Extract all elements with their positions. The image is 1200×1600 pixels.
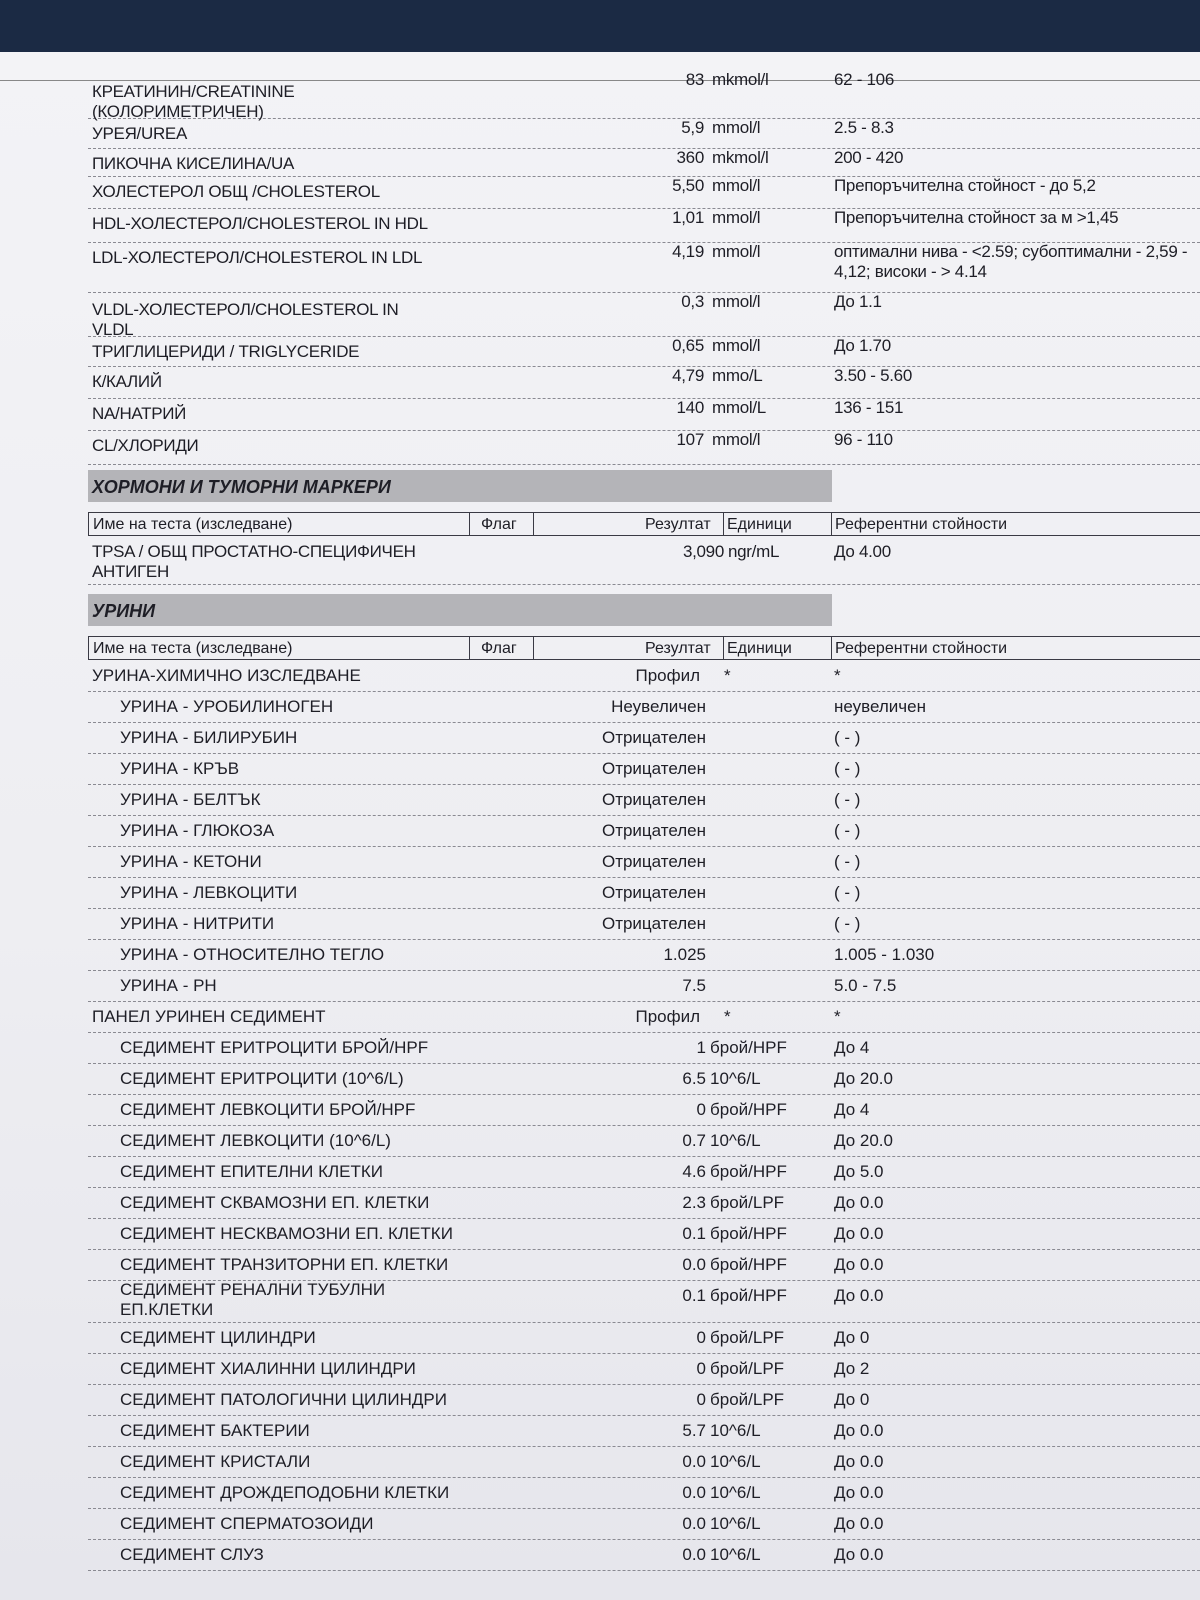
- result-value: Профил: [635, 666, 700, 685]
- reference-range: До 0.0: [834, 1421, 884, 1440]
- result-value: 4,19: [672, 242, 704, 261]
- test-name: ПИКОЧНА КИСЕЛИНА/UA: [92, 154, 295, 173]
- urine-row: [88, 1094, 1200, 1126]
- reference-range: До 0: [834, 1390, 870, 1409]
- urine-row: [88, 1001, 1200, 1033]
- test-name: СЕДИМЕНТ ПАТОЛОГИЧНИ ЦИЛИНДРИ: [120, 1390, 447, 1409]
- result-value: Отрицателен: [601, 759, 706, 778]
- test-name: СЕДИМЕНТ БАКТЕРИИ: [120, 1421, 310, 1440]
- section-urine-header: УРИНИ: [88, 594, 832, 626]
- psa-name: TPSA / ОБЩ ПРОСТАТНО-СПЕЦИФИЧЕН АНТИГЕН: [92, 542, 416, 581]
- urine-row: [88, 1353, 1200, 1385]
- test-name: HDL-ХОЛЕСТЕРОЛ/CHOLESTEROL IN HDL: [92, 214, 428, 233]
- result-value: 0: [696, 1359, 706, 1378]
- reference-range: До 20.0: [834, 1069, 893, 1088]
- result-unit: брой/HPF: [710, 1100, 787, 1119]
- result-unit: 10^6/L: [710, 1545, 761, 1564]
- test-name: CL/ХЛОРИДИ: [92, 436, 199, 455]
- urine-row: [88, 753, 1200, 785]
- chem-row: [88, 398, 1200, 431]
- reference-range: ( - ): [834, 790, 861, 809]
- section-hormones-header: ХОРМОНИ И ТУМОРНИ МАРКЕРИ: [88, 470, 832, 502]
- result-value: Профил: [635, 1007, 700, 1026]
- chem-row: [88, 242, 1200, 293]
- chem-row: [88, 118, 1200, 149]
- result-unit: брой/HPF: [710, 1038, 787, 1057]
- reference-range: 200 - 420: [834, 148, 904, 167]
- lab-report-page: [0, 52, 1200, 1600]
- test-name: ТРИГЛИЦЕРИДИ / TRIGLYCERIDE: [92, 342, 360, 361]
- header-result: Резултат: [645, 640, 711, 657]
- result-unit: mmol/l: [712, 292, 761, 311]
- result-unit: 10^6/L: [710, 1483, 761, 1502]
- result-unit: 10^6/L: [710, 1514, 761, 1533]
- reference-range: До 0.0: [834, 1452, 884, 1471]
- reference-range: 2.5 - 8.3: [834, 118, 894, 137]
- result-unit: mmo/L: [712, 366, 763, 385]
- test-name: СЕДИМЕНТ РЕНАЛНИ ТУБУЛНИ ЕП.КЛЕТКИ: [120, 1280, 386, 1319]
- test-name: ПАНЕЛ УРИНЕН СЕДИМЕНТ: [92, 1007, 326, 1026]
- result-value: 0,65: [672, 336, 704, 355]
- result-value: 0.1: [682, 1286, 706, 1305]
- reference-range: До 0.0: [834, 1286, 884, 1305]
- urine-row: [88, 784, 1200, 816]
- test-name: LDL-ХОЛЕСТЕРОЛ/CHOLESTEROL IN LDL: [92, 248, 423, 267]
- reference-range: 3.50 - 5.60: [834, 366, 912, 385]
- test-name: VLDL-ХОЛЕСТЕРОЛ/CHOLESTEROL IN VLDL: [92, 300, 399, 339]
- reference-range: оптимални нива - <2.59; субоптимални - 2,59 - 4,12; високи - > 4.14: [834, 242, 1188, 281]
- result-value: Отрицателен: [601, 883, 706, 902]
- test-name: УРЕЯ/UREA: [92, 124, 188, 143]
- reference-range: ( - ): [834, 852, 861, 871]
- urine-row: [88, 1063, 1200, 1095]
- table-header-hormones: [88, 512, 1200, 536]
- reference-range: 136 - 151: [834, 398, 904, 417]
- test-name: УРИНА - НИТРИТИ: [120, 914, 275, 933]
- result-value: 83: [685, 70, 704, 89]
- reference-range: ( - ): [834, 914, 861, 933]
- reference-range: До 0.0: [834, 1483, 884, 1502]
- reference-range: ( - ): [834, 883, 861, 902]
- result-value: 4.6: [682, 1162, 706, 1181]
- reference-range: 62 - 106: [834, 70, 894, 89]
- psa-reference: До 4.00: [834, 542, 891, 561]
- reference-range: До 20.0: [834, 1131, 893, 1150]
- chem-row: [88, 208, 1200, 243]
- result-unit: брой/LPF: [710, 1359, 785, 1378]
- result-value: Отрицателен: [601, 790, 706, 809]
- test-name: СЕДИМЕНТ СПЕРМАТОЗОИДИ: [120, 1514, 374, 1533]
- reference-range: До 5.0: [834, 1162, 884, 1181]
- reference-range: До 0.0: [834, 1224, 884, 1243]
- result-unit: *: [724, 666, 731, 685]
- result-unit: брой/HPF: [710, 1162, 787, 1181]
- test-name: УРИНА - БЕЛТЪК: [120, 790, 261, 809]
- urine-row: [88, 1384, 1200, 1416]
- reference-range: Препоръчителна стойност - до 5,2: [834, 176, 1096, 195]
- reference-range: неувеличен: [834, 697, 926, 716]
- table-header-urine: [88, 636, 1200, 660]
- result-unit: mkmol/l: [712, 70, 769, 89]
- psa-value: 3,090: [682, 542, 724, 561]
- urine-row: [88, 1218, 1200, 1250]
- urine-row: [88, 1249, 1200, 1281]
- test-name: УРИНА - УРОБИЛИНОГЕН: [120, 697, 334, 716]
- test-name: УРИНА - PH: [120, 976, 217, 995]
- urine-row: [88, 1125, 1200, 1157]
- result-value: 0: [696, 1328, 706, 1347]
- result-unit: mmol/l: [712, 118, 761, 137]
- result-value: 0,3: [681, 292, 704, 311]
- urine-row: [88, 877, 1200, 909]
- result-unit: mmol/l: [712, 242, 761, 261]
- result-value: 7.5: [682, 976, 706, 995]
- reference-range: До 0.0: [834, 1514, 884, 1533]
- urine-row: [88, 939, 1200, 971]
- test-name: ХОЛЕСТЕРОЛ ОБЩ /CHOLESTEROL: [92, 182, 380, 201]
- urine-row: [88, 1032, 1200, 1064]
- reference-range: До 1.70: [834, 336, 891, 355]
- result-unit: 10^6/L: [710, 1131, 761, 1150]
- chem-row: [88, 70, 1200, 119]
- result-value: 1.025: [663, 945, 706, 964]
- urine-row: [88, 1415, 1200, 1447]
- result-value: Отрицателен: [601, 914, 706, 933]
- urine-row: [88, 1508, 1200, 1540]
- chem-row: [88, 292, 1200, 337]
- test-name: СЕДИМЕНТ ДРОЖДЕПОДОБНИ КЛЕТКИ: [120, 1483, 450, 1502]
- urine-row: [88, 908, 1200, 940]
- result-value: 5,9: [681, 118, 704, 137]
- result-unit: брой/HPF: [710, 1286, 787, 1305]
- test-name: СЕДИМЕНТ КРИСТАЛИ: [120, 1452, 311, 1471]
- reference-range: *: [834, 666, 841, 685]
- urine-row: [88, 1477, 1200, 1509]
- result-value: 0.0: [682, 1514, 706, 1533]
- chem-row: [88, 336, 1200, 367]
- psa-unit: ngr/mL: [728, 542, 780, 561]
- result-unit: 10^6/L: [710, 1452, 761, 1471]
- result-unit: брой/LPF: [710, 1390, 785, 1409]
- reference-range: 5.0 - 7.5: [834, 976, 897, 995]
- reference-range: До 0.0: [834, 1255, 884, 1274]
- header-units: Единици: [727, 516, 792, 533]
- result-value: 107: [676, 430, 704, 449]
- result-unit: mkmol/l: [712, 148, 769, 167]
- result-unit: mmol/L: [712, 398, 766, 417]
- reference-range: 1.005 - 1.030: [834, 945, 935, 964]
- header-result: Резултат: [645, 516, 711, 533]
- urine-row: [88, 722, 1200, 754]
- reference-range: ( - ): [834, 759, 861, 778]
- result-value: 360: [676, 148, 704, 167]
- test-name: УРИНА - ГЛЮКОЗА: [120, 821, 275, 840]
- test-name: NA/НАТРИЙ: [92, 404, 187, 423]
- result-value: 5,50: [672, 176, 704, 195]
- result-value: 0.0: [682, 1483, 706, 1502]
- result-value: 4,79: [672, 366, 704, 385]
- reference-range: До 4: [834, 1038, 870, 1057]
- header-reference: Референтни стойности: [835, 640, 1008, 657]
- result-value: 1,01: [672, 208, 704, 227]
- result-unit: 10^6/L: [710, 1069, 761, 1088]
- chem-row: [88, 366, 1200, 399]
- test-name: УРИНА - ЛЕВКОЦИТИ: [120, 883, 298, 902]
- test-name: СЕДИМЕНТ ХИАЛИННИ ЦИЛИНДРИ: [120, 1359, 416, 1378]
- result-unit: 10^6/L: [710, 1421, 761, 1440]
- result-unit: mmol/l: [712, 176, 761, 195]
- chem-row: [88, 148, 1200, 177]
- header-reference: Референтни стойности: [835, 516, 1008, 533]
- test-name: СЕДИМЕНТ ЕРИТРОЦИТИ БРОЙ/HPF: [120, 1038, 429, 1057]
- chem-row: [88, 430, 1200, 465]
- test-name: СЕДИМЕНТ СЛУЗ: [120, 1545, 264, 1564]
- reference-range: До 1.1: [834, 292, 882, 311]
- result-unit: брой/HPF: [710, 1255, 787, 1274]
- test-name: СЕДИМЕНТ ЛЕВКОЦИТИ (10^6/L): [120, 1131, 391, 1150]
- header-units: Единици: [727, 640, 792, 657]
- result-value: 0.0: [682, 1545, 706, 1564]
- reference-range: 96 - 110: [834, 430, 893, 449]
- result-unit: mmol/l: [712, 208, 761, 227]
- result-value: 0: [696, 1390, 706, 1409]
- reference-range: Препоръчителна стойност за м >1,45: [834, 208, 1119, 227]
- result-value: Отрицателен: [601, 728, 706, 747]
- test-name: СЕДИМЕНТ СКВАМОЗНИ ЕП. КЛЕТКИ: [120, 1193, 430, 1212]
- result-unit: брой/LPF: [710, 1193, 785, 1212]
- urine-row: [88, 1322, 1200, 1354]
- result-value: 0.1: [682, 1224, 706, 1243]
- result-value: 0.0: [682, 1452, 706, 1471]
- header-flag: Флаг: [481, 640, 517, 657]
- header-test-name: Име на теста (изследване): [93, 640, 293, 657]
- urine-row: [88, 815, 1200, 847]
- chem-row: [88, 176, 1200, 209]
- result-unit: брой/LPF: [710, 1328, 785, 1347]
- test-name: К/КАЛИЙ: [92, 372, 162, 391]
- urine-row: [88, 1156, 1200, 1188]
- header-test-name: Име на теста (изследване): [93, 516, 293, 533]
- urine-row: [88, 1280, 1200, 1323]
- psa-row: [88, 540, 1200, 585]
- test-name: СЕДИМЕНТ ТРАНЗИТОРНИ ЕП. КЛЕТКИ: [120, 1255, 449, 1274]
- result-value: 0.7: [682, 1131, 706, 1150]
- urine-row: [88, 1539, 1200, 1571]
- result-value: Отрицателен: [601, 821, 706, 840]
- reference-range: ( - ): [834, 728, 861, 747]
- header-flag: Флаг: [481, 516, 517, 533]
- urine-row: [88, 1446, 1200, 1478]
- result-value: 6.5: [682, 1069, 706, 1088]
- test-name: УРИНА - КРЪВ: [120, 759, 240, 778]
- reference-range: До 0.0: [834, 1545, 884, 1564]
- result-value: 1: [696, 1038, 706, 1057]
- result-unit: брой/HPF: [710, 1224, 787, 1243]
- result-value: Неувеличен: [611, 697, 706, 716]
- urine-row: [88, 846, 1200, 878]
- urine-row: [88, 1187, 1200, 1219]
- result-unit: mmol/l: [712, 336, 761, 355]
- reference-range: До 0: [834, 1328, 870, 1347]
- test-name: УРИНА-ХИМИЧНО ИЗСЛЕДВАНЕ: [92, 666, 361, 685]
- result-unit: *: [724, 1007, 731, 1026]
- test-name: УРИНА - КЕТОНИ: [120, 852, 262, 871]
- result-value: Отрицателен: [601, 852, 706, 871]
- reference-range: До 4: [834, 1100, 870, 1119]
- test-name: УРИНА - БИЛИРУБИН: [120, 728, 298, 747]
- urine-row: [88, 970, 1200, 1002]
- reference-range: До 0.0: [834, 1193, 884, 1212]
- test-name: СЕДИМЕНТ ЦИЛИНДРИ: [120, 1328, 316, 1347]
- result-value: 0.0: [682, 1255, 706, 1274]
- reference-range: До 2: [834, 1359, 870, 1378]
- test-name: КРЕАТИНИН/CREATININE (КОЛОРИМЕТРИЧЕН): [92, 82, 295, 121]
- result-value: 2.3: [682, 1193, 706, 1212]
- result-value: 140: [676, 398, 704, 417]
- urine-row: [88, 660, 1200, 692]
- test-name: УРИНА - ОТНОСИТЕЛНО ТЕГЛО: [120, 945, 385, 964]
- reference-range: *: [834, 1007, 841, 1026]
- test-name: СЕДИМЕНТ ЕРИТРОЦИТИ (10^6/L): [120, 1069, 404, 1088]
- reference-range: ( - ): [834, 821, 861, 840]
- test-name: СЕДИМЕНТ ЛЕВКОЦИТИ БРОЙ/HPF: [120, 1100, 416, 1119]
- test-name: СЕДИМЕНТ ЕПИТЕЛНИ КЛЕТКИ: [120, 1162, 384, 1181]
- result-unit: mmol/l: [712, 430, 761, 449]
- test-name: СЕДИМЕНТ НЕСКВАМОЗНИ ЕП. КЛЕТКИ: [120, 1224, 453, 1243]
- result-value: 0: [696, 1100, 706, 1119]
- result-value: 5.7: [682, 1421, 706, 1440]
- urine-row: [88, 691, 1200, 723]
